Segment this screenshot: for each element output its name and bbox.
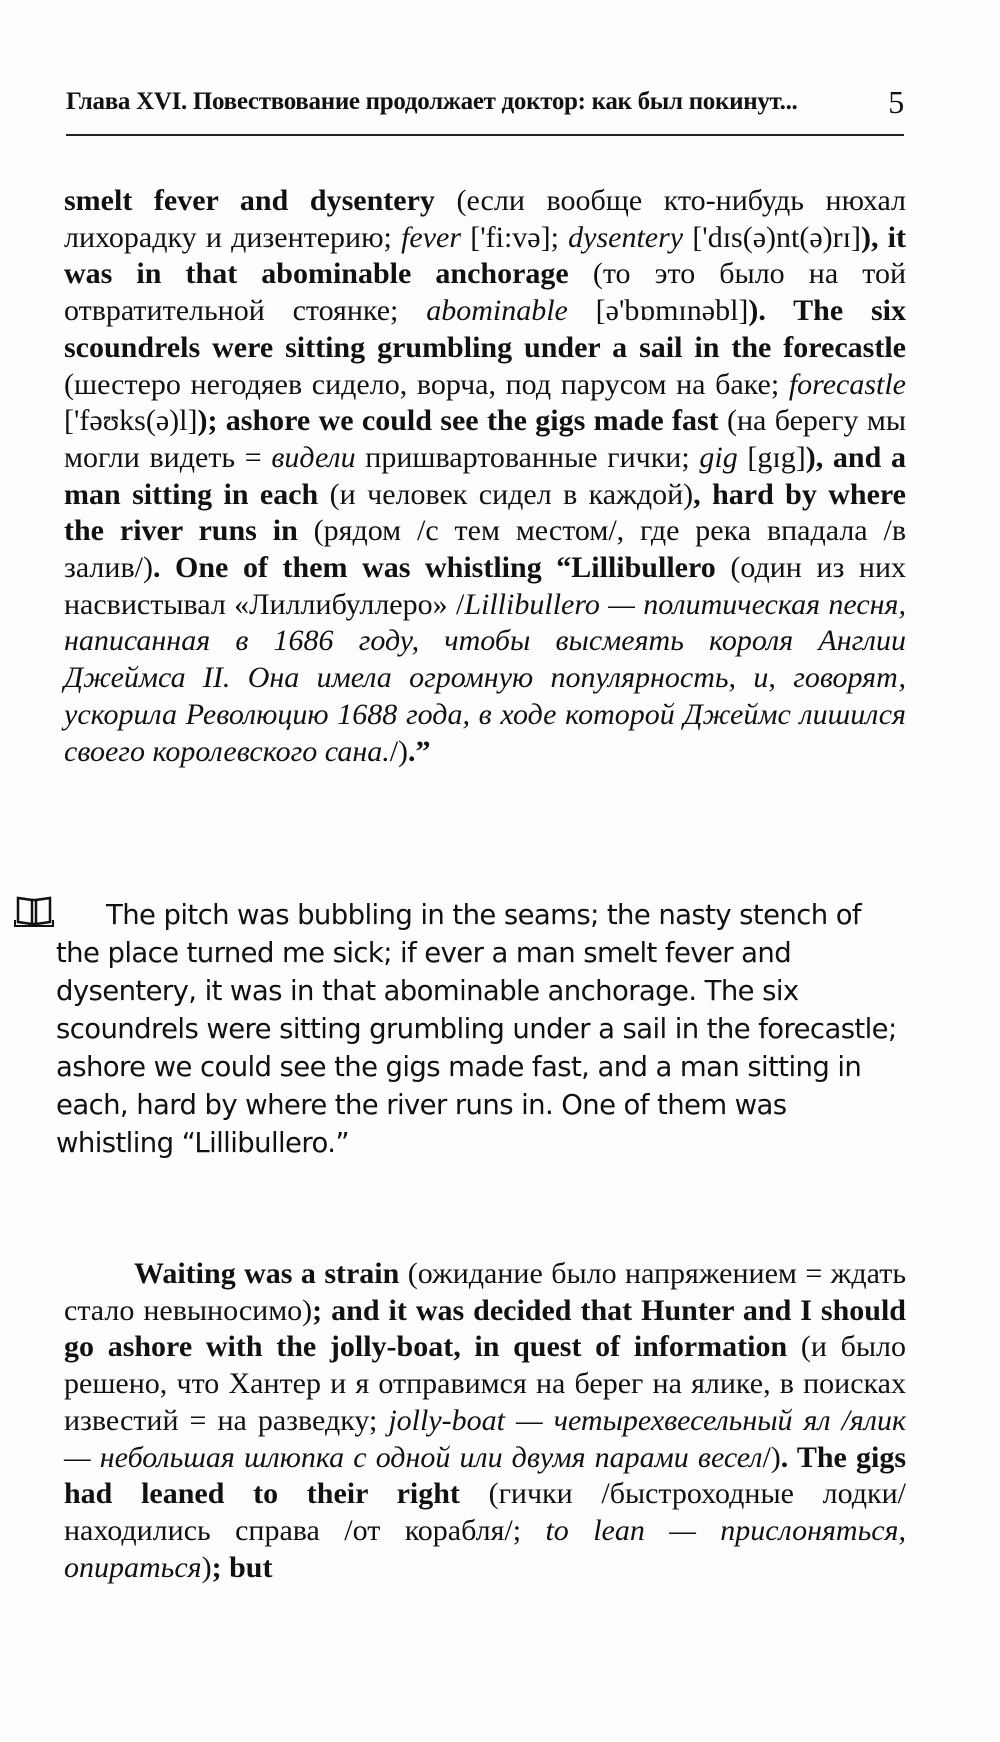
text-italic: dysentery <box>568 220 684 254</box>
text-plain: (ожидание было напряжением = ждать стало невыносимо) <box>64 1257 906 1327</box>
text-plain: (и было решено, что Хантер и я отправимся на берег на ялике, в поисках известий = на разведку; <box>64 1330 907 1437</box>
text-italic: abominable <box>426 294 568 328</box>
running-header <box>66 84 904 136</box>
text-italic: видели <box>271 440 356 474</box>
text-bold: , hard by where the river runs in <box>64 477 907 548</box>
text-italic: gig <box>699 440 738 474</box>
text-plain: /) <box>762 1440 781 1474</box>
text-plain: (гички /быстроходные лодки/ находились справа /от корабля/; <box>64 1477 906 1547</box>
text-bold: ; but <box>211 1550 273 1584</box>
text-plain: ['dɪs(ə)nt(ə)rɪ] <box>683 220 861 254</box>
text-bold: ); ashore we could see the gigs made fast <box>197 404 719 438</box>
text-bold: ), and a man sitting in each <box>64 440 906 511</box>
text-italic: Lillibullero — политическая песня, написанная в 1686 году, чтобы высмеять короля Англии Джеймса II. Она имела огромную популярность, и, говорят, ускорила Революцию 1688 года, в ходе которой Джеймс лишился своего королевского сана. <box>64 587 906 768</box>
text-bold: .” <box>408 734 431 768</box>
text-plain: ['fəʊks(ə)l] <box>64 404 198 438</box>
text-plain: (и человек сидел в каждой) <box>318 477 694 511</box>
open-book-icon <box>14 894 54 928</box>
text-plain: пришвартованные гички; <box>355 440 700 474</box>
text-plain: (шестеро негодяев сидело, ворча, под парусом на баке; <box>64 367 789 401</box>
text-plain: [gɪg] <box>737 440 806 474</box>
text-bold: Waiting was a strain <box>134 1257 400 1290</box>
text-bold: ). The six scoundrels were sitting grumbling under a sail in the forecastle <box>64 294 906 364</box>
text-bold: smelt fever and dysentery <box>64 184 435 217</box>
text-italic: to lean — прислоняться, опираться <box>64 1513 906 1584</box>
text-plain: [ə'bɒmɪnəbl] <box>567 294 749 328</box>
text-bold: . The gigs had leaned to their right <box>64 1440 906 1511</box>
text-plain: (один из них насвистывал «Лиллибуллеро» / <box>64 551 906 621</box>
text-plain: (то это было на той отвратительной стоянке; <box>64 257 907 328</box>
original-text-paragraph: The pitch was bubbling in the seams; the nasty stench of the place turned me sick; if ever a man smelt fever and dysentery, it was in that abominable anchorage. The six scoundrels were sitting grumbling under a sail in the forecastle; ashore we could see the gigs made fast, and a man sitting in each, hard by where the river runs in. One of them was whistling “Lillibullero.” <box>56 899 897 1159</box>
text-italic: jolly-boat — четырехвесельный ял /ялик — небольшая шлюпка с одной или двумя парами весел <box>64 1403 906 1474</box>
chapter-title: Глава XVI. Повествование продолжает доктор: как был покинут... <box>66 88 798 115</box>
text-plain: /) <box>389 734 409 768</box>
text-plain: (рядом /с тем местом/, где река впадала /в залив/) <box>64 514 906 585</box>
text-bold: . One of them was whistling “Lillibullero <box>152 551 716 585</box>
annotated-paragraph-2 <box>64 1256 906 1586</box>
text-plain: ['fi:və]; <box>461 220 569 254</box>
text-plain: (если вообще кто-нибудь нюхал лихорадку и дизентерию; <box>64 184 906 254</box>
page-number: 5 <box>888 84 904 120</box>
text-italic: fever <box>401 220 462 254</box>
text-bold: ), it was in that abominable anchorage <box>64 220 906 291</box>
text-plain: (на берегу мы могли видеть = <box>64 404 906 474</box>
text-italic: forecastle <box>788 367 906 401</box>
text-plain: ) <box>201 1550 212 1584</box>
annotated-paragraph-1 <box>64 183 906 770</box>
text-bold: ; and it was decided that Hunter and I should go ashore with the jolly-boat, in quest of information <box>64 1293 906 1364</box>
